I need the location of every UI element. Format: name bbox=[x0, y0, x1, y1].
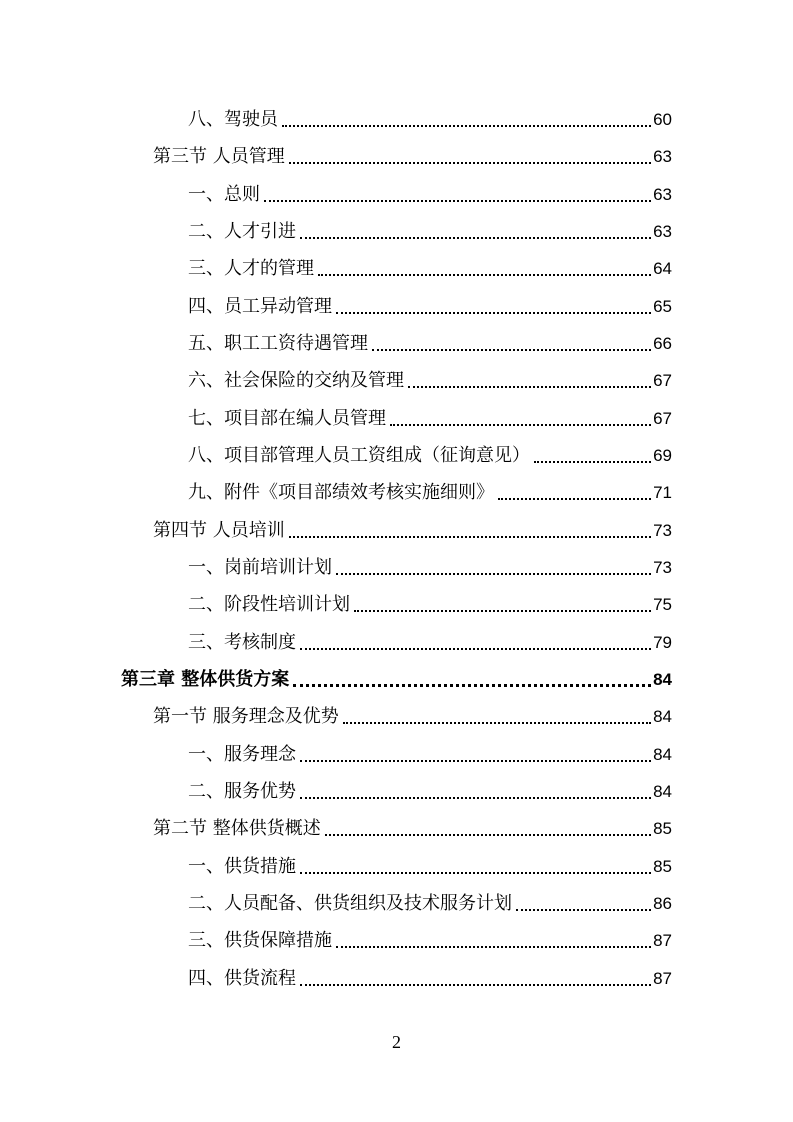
toc-entry-label: 第二节 整体供货概述 bbox=[153, 818, 321, 839]
toc-entry[interactable] bbox=[188, 775, 672, 803]
dot-leader bbox=[318, 260, 651, 276]
toc-entry-page: 84 bbox=[653, 707, 672, 726]
toc-chapter-entry[interactable] bbox=[121, 663, 672, 691]
dot-leader bbox=[282, 111, 651, 127]
toc-entry-page: 71 bbox=[653, 483, 672, 502]
toc-entry-label: 第三章 整体供货方案 bbox=[121, 669, 290, 690]
toc-entry-page: 87 bbox=[653, 931, 672, 950]
toc-entry[interactable] bbox=[188, 402, 672, 430]
toc-entry[interactable] bbox=[153, 140, 672, 168]
toc-entry-page: 63 bbox=[653, 222, 672, 241]
toc-entry-label: 二、阶段性培训计划 bbox=[188, 594, 350, 615]
toc-entry-label: 第三节 人员管理 bbox=[153, 146, 285, 167]
toc-entry-page: 60 bbox=[653, 110, 672, 129]
toc-entry-label: 三、人才的管理 bbox=[188, 258, 314, 279]
toc-entry-label: 一、岗前培训计划 bbox=[188, 557, 332, 578]
toc-entry[interactable] bbox=[188, 364, 672, 392]
toc-entry-label: 第一节 服务理念及优势 bbox=[153, 706, 339, 727]
toc-entry-page: 66 bbox=[653, 334, 672, 353]
toc-entry[interactable] bbox=[188, 215, 672, 243]
dot-leader bbox=[408, 372, 651, 388]
toc-entry[interactable] bbox=[188, 551, 672, 579]
toc-entry-page: 84 bbox=[653, 670, 672, 689]
toc-entry-page: 85 bbox=[653, 819, 672, 838]
toc-entry-page: 69 bbox=[653, 446, 672, 465]
dot-leader bbox=[336, 298, 651, 314]
toc-entry-label: 二、人员配备、供货组织及技术服务计划 bbox=[188, 893, 512, 914]
dot-leader bbox=[293, 670, 651, 687]
toc-entry[interactable] bbox=[188, 924, 672, 952]
toc-entry-label: 一、供货措施 bbox=[188, 856, 296, 877]
toc-entry-page: 75 bbox=[653, 595, 672, 614]
toc-entry-label: 九、附件《项目部绩效考核实施细则》 bbox=[188, 482, 494, 503]
toc-entry-label: 四、员工异动管理 bbox=[188, 296, 332, 317]
toc-entry-label: 八、项目部管理人员工资组成（征询意见） bbox=[188, 445, 530, 466]
dot-leader bbox=[336, 559, 651, 575]
toc-entry-label: 第四节 人员培训 bbox=[153, 520, 285, 541]
toc-entry-page: 84 bbox=[653, 782, 672, 801]
toc-entry[interactable] bbox=[188, 252, 672, 280]
toc-entry[interactable] bbox=[188, 850, 672, 878]
toc-entry[interactable] bbox=[188, 439, 672, 467]
toc-entry-page: 84 bbox=[653, 745, 672, 764]
toc-entry-page: 86 bbox=[653, 894, 672, 913]
toc-entry[interactable] bbox=[188, 626, 672, 654]
page-number: 2 bbox=[392, 1032, 401, 1052]
toc-entry-label: 四、供货流程 bbox=[188, 968, 296, 989]
toc-entry[interactable] bbox=[188, 103, 672, 131]
dot-leader bbox=[264, 186, 651, 202]
dot-leader bbox=[300, 634, 651, 650]
dot-leader bbox=[534, 447, 651, 463]
toc-entry[interactable] bbox=[188, 887, 672, 915]
toc-entry-label: 七、项目部在编人员管理 bbox=[188, 408, 386, 429]
toc-entry[interactable] bbox=[188, 588, 672, 616]
toc-entry-page: 63 bbox=[653, 147, 672, 166]
toc-entry-label: 三、供货保障措施 bbox=[188, 930, 332, 951]
toc-entry-label: 五、职工工资待遇管理 bbox=[188, 333, 368, 354]
toc-entry[interactable] bbox=[153, 700, 672, 728]
toc-entry[interactable] bbox=[188, 476, 672, 504]
toc-entry-label: 一、总则 bbox=[188, 184, 260, 205]
dot-leader bbox=[343, 708, 651, 724]
toc-entry-page: 85 bbox=[653, 857, 672, 876]
dot-leader bbox=[498, 484, 651, 500]
toc-entry-label: 一、服务理念 bbox=[188, 744, 296, 765]
dot-leader bbox=[300, 970, 651, 986]
toc-entry[interactable] bbox=[188, 178, 672, 206]
toc-entry-page: 67 bbox=[653, 371, 672, 390]
toc-entry-page: 64 bbox=[653, 259, 672, 278]
dot-leader bbox=[300, 783, 651, 799]
dot-leader bbox=[372, 335, 651, 351]
dot-leader bbox=[336, 932, 651, 948]
toc-entry-label: 八、驾驶员 bbox=[188, 109, 278, 130]
dot-leader bbox=[300, 223, 651, 239]
toc-entry-page: 63 bbox=[653, 185, 672, 204]
toc-entry-label: 六、社会保险的交纳及管理 bbox=[188, 370, 404, 391]
toc-entry[interactable] bbox=[188, 327, 672, 355]
toc-entry-page: 73 bbox=[653, 521, 672, 540]
toc-entry-label: 二、服务优势 bbox=[188, 781, 296, 802]
dot-leader bbox=[289, 148, 651, 164]
toc-entry-page: 65 bbox=[653, 297, 672, 316]
toc-entry-page: 87 bbox=[653, 969, 672, 988]
dot-leader bbox=[325, 820, 651, 836]
toc-entry-label: 三、考核制度 bbox=[188, 632, 296, 653]
dot-leader bbox=[300, 746, 651, 762]
toc-entry-label: 二、人才引进 bbox=[188, 221, 296, 242]
toc-entry-page: 67 bbox=[653, 409, 672, 428]
dot-leader bbox=[300, 858, 651, 874]
toc-entry[interactable] bbox=[188, 290, 672, 318]
dot-leader bbox=[354, 596, 651, 612]
toc-entry-page: 73 bbox=[653, 558, 672, 577]
dot-leader bbox=[289, 522, 651, 538]
dot-leader bbox=[390, 410, 651, 426]
toc-entry[interactable] bbox=[153, 812, 672, 840]
dot-leader bbox=[516, 895, 651, 911]
toc-entry[interactable] bbox=[188, 738, 672, 766]
toc-entry[interactable] bbox=[153, 514, 672, 542]
toc-entry-page: 79 bbox=[653, 633, 672, 652]
toc-entry[interactable] bbox=[188, 962, 672, 990]
